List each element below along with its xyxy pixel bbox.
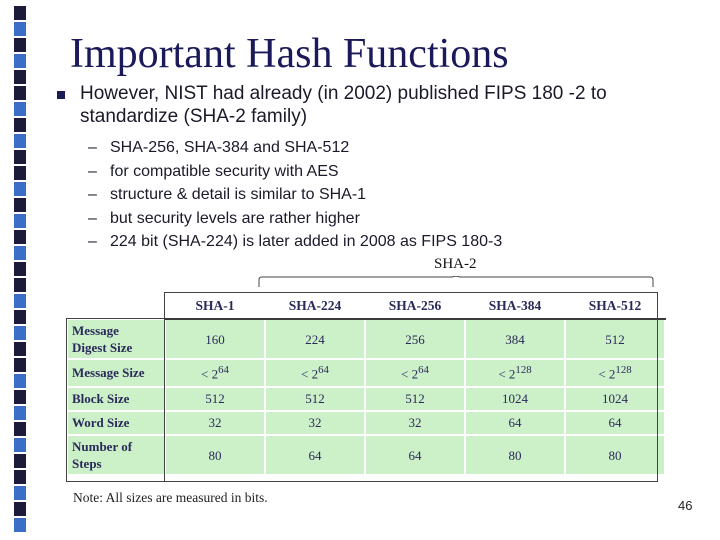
row-header: Word Size [67,411,165,435]
table-cell: 512 [565,319,665,359]
slide-title: Important Hash Functions [70,31,509,77]
sub-bullet-list [88,136,502,254]
table-note: Note: All sizes are measured in bits. [73,490,268,505]
dash-icon: – [88,162,97,180]
bullet-square-icon [57,91,65,99]
table-cell: 64 [465,411,565,435]
table-cell: 384 [465,319,565,359]
table-cell: 80 [165,435,265,475]
sha2-bracket-icon [258,276,654,288]
hash-comparison-table [66,292,666,476]
table-cell: < $2^{64}$ [365,359,465,387]
table-cell: 256 [365,319,465,359]
table-cell: 512 [365,387,465,411]
table-cell: < $2^{64}$ [265,359,365,387]
column-header: SHA-512 [565,293,665,319]
dash-icon: – [88,209,97,227]
table-cell: < $2^{128}$ [565,359,665,387]
sub-bullet: – but security levels are rather higher [88,207,502,231]
column-header: SHA-1 [165,293,265,319]
dash-icon: – [88,139,97,156]
page-number: 46 [678,498,693,513]
table-cell: 64 [365,435,465,475]
table-cell: 32 [365,411,465,435]
table-cell: 1024 [465,387,565,411]
table-cell: 160 [165,319,265,359]
sha2-group-label: SHA-2 [434,256,477,272]
table-cell: 80 [565,435,665,475]
column-header: SHA-384 [465,293,565,319]
table-row [67,319,665,359]
row-header: Message Digest Size [67,319,165,359]
sub-bullet: – for compatible security with AES [88,160,502,184]
table-cell: < $2^{64}$ [165,359,265,387]
table-cell: 224 [265,319,365,359]
table-cell: 64 [265,435,365,475]
table-row [67,435,665,475]
dash-icon: – [88,233,97,250]
table-row [67,387,665,411]
decorative-strip [0,0,36,540]
table-cell: 32 [165,411,265,435]
row-header: Message Size [67,359,165,387]
table-row [67,411,665,435]
sub-bullet: – SHA-256, SHA-384 and SHA-512 [88,136,502,160]
table-row [67,359,665,387]
table-cell: 80 [465,435,565,475]
table-cell: 512 [165,387,265,411]
table-cell: 1024 [565,387,665,411]
column-header: SHA-256 [365,293,465,319]
sub-bullet: – 224 bit (SHA-224) is later added in 2008 as FIPS 180-3 [88,230,502,254]
row-header: Block Size [67,387,165,411]
table-header-row [67,293,665,319]
dash-icon: – [88,186,97,203]
column-header: SHA-224 [265,293,365,319]
main-bullet: However, NIST had already (in 2002) published FIPS 180 -2 to standardize (SHA-2 family) [80,83,607,127]
table-cell: 64 [565,411,665,435]
table-corner [67,293,165,319]
table-cell: < $2^{128}$ [465,359,565,387]
table-cell: 512 [265,387,365,411]
sub-bullet: – structure & detail is similar to SHA-1 [88,183,502,207]
row-header: Number of Steps [67,435,165,475]
table-cell: 32 [265,411,365,435]
